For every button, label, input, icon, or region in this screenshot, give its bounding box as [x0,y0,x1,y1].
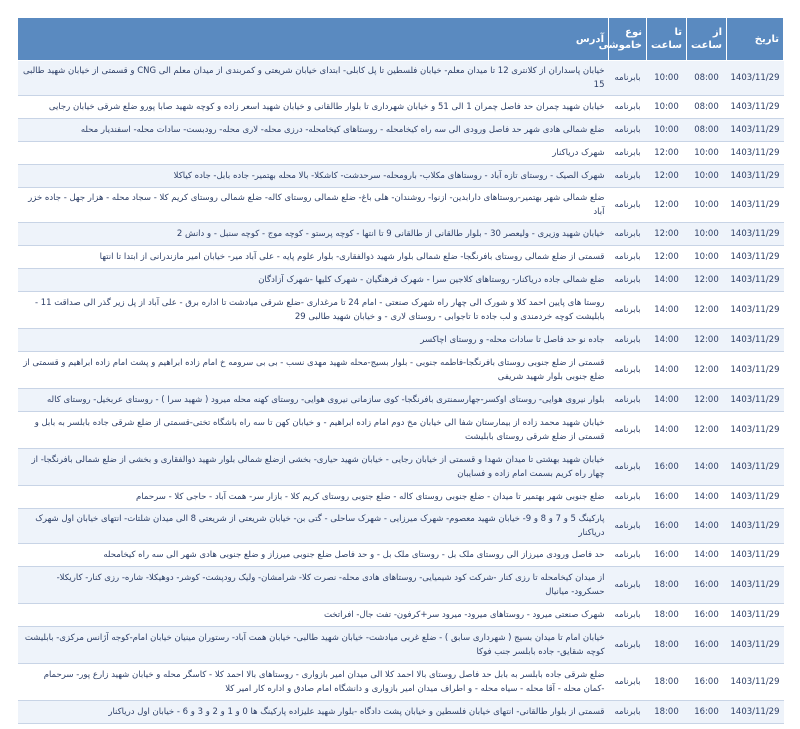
cell-from-time: 12:00 [687,292,727,329]
cell-outage-type: بابرنامه [609,412,647,449]
cell-to-time: 10:00 [647,61,687,96]
cell-date: 1403/11/29 [727,604,784,627]
cell-from-time: 14:00 [687,486,727,509]
cell-outage-type: بابرنامه [609,246,647,269]
cell-address: حد فاصل ورودی میرزاز الی روستای ملک بل - روستای ملک بل - و حد فاصل ضلع جنوبی میرزاز و ضلع جنوبی هادی شهر الی سه راه کیخامحله [18,544,609,567]
cell-from-time: 12:00 [687,389,727,412]
cell-outage-type: بابرنامه [609,509,647,544]
cell-to-time: 12:00 [647,142,687,165]
cell-date: 1403/11/29 [727,544,784,567]
cell-from-time: 16:00 [687,604,727,627]
cell-from-time: 08:00 [687,61,727,96]
cell-to-time: 18:00 [647,567,687,604]
table-row [18,96,784,119]
cell-date: 1403/11/29 [727,61,784,96]
table-row [18,142,784,165]
cell-outage-type: بابرنامه [609,389,647,412]
header-outage-type[interactable]: نوع خاموشی [609,18,647,61]
cell-address: روستا های پایین احمد کلا و شورک الی چهار راه شهرک صنعتی - امام 24 تا مرغداری -ضلع شرقی میادشت تا اداره برق - علی آباد از پل زیر گذر الی صداقت 11 - بابلیشت کوچه خردمندی و لب جاده تا تاجوابی - روستای لاری - و خیابان شهید طالبی 29 [18,292,609,329]
cell-outage-type: بابرنامه [609,567,647,604]
table-row [18,119,784,142]
cell-date: 1403/11/29 [727,188,784,223]
cell-outage-type: بابرنامه [609,604,647,627]
cell-address: شهرک الصیک - روستای تازه آباد - روستاهای مکلاب- بارومحله- سرحدشت- کاشکلا- بالا محله بهتمیر- جاده بابل- جاده کیاکلا [18,165,609,188]
cell-to-time: 16:00 [647,509,687,544]
cell-from-time: 16:00 [687,664,727,701]
table-row [18,449,784,486]
cell-to-time: 18:00 [647,627,687,664]
cell-to-time: 10:00 [647,119,687,142]
cell-address: قسمتی از بلوار طالقانی- انتهای خیابان فلسطین و خیابان پشت دادگاه -بلوار شهید علیزاده پارکینگ ها 0 و 1 و 2 و 3 و 6 - خیابان اول دریاکنار [18,701,609,724]
cell-address: خیابان امام تا میدان بسیج ( شهرداری سابق ) - ضلع غربی میادشت- خیابان شهید طالبی- خیابان همت آباد- رستوران مینیان خیابان امام-کوجه آژانس مرکزی- بابلیشت کوچه شقایق- جاده بابلسر جنب فوکا [18,627,609,664]
cell-date: 1403/11/29 [727,412,784,449]
table-body [18,61,784,724]
table-row [18,352,784,389]
cell-address: پارکینگ 5 و 7 و 8 و 9- خیابان شهید معصوم- شهرک میرزایی - شهرک ساحلی - گتی بن- خیابان شریعتی از شریعتی 8 الی میدان شلتات- انتهای خیابان اول شهرک دریاکنار [18,509,609,544]
table-row [18,188,784,223]
cell-to-time: 14:00 [647,269,687,292]
cell-outage-type: بابرنامه [609,142,647,165]
cell-to-time: 14:00 [647,352,687,389]
table-row [18,292,784,329]
cell-address: ضلع شمالی شهر بهتمیر-روستاهای دارابدین- ازنوا- روشندان- هلی باغ- ضلع شمالی روستای کاله- ضلع شمالی روستای کریم کلا - سجاد محله - هزار جهل - جاده خزر آباد [18,188,609,223]
cell-address: ضلع شمالی هادی شهر حد فاصل ورودی الی سه راه کیخامحله - روستاهای کیخامحله- درزی محله- لاری محله- رودبست- سادات محله- اسفندیار محله [18,119,609,142]
header-from-time[interactable]: از ساعت [687,18,727,61]
cell-outage-type: بابرنامه [609,664,647,701]
cell-date: 1403/11/29 [727,509,784,544]
cell-date: 1403/11/29 [727,142,784,165]
cell-outage-type: بابرنامه [609,96,647,119]
table-row [18,329,784,352]
table-row [18,701,784,724]
cell-address: از میدان کیخامحله تا رزی کنار -شرکت کود شیمیایی- روستاهای هادی محله- نصرت کلا- شرامشان- ولیک رودپشت- کوشر- دوهیکلا- شاره- رزی کنار- کاریکلا- حسکرود- میانیال [18,567,609,604]
cell-from-time: 10:00 [687,246,727,269]
cell-date: 1403/11/29 [727,389,784,412]
table-row [18,567,784,604]
cell-address: خیابان پاسداران از کلانتری 12 تا میدان معلم- خیابان فلسطین تا پل کابلی- ابتدای خیابان شریعتی و کمربندی از میدان معلم الی CNG و قسمتی از خیابان شهید طالبی 15 [18,61,609,96]
table-row [18,269,784,292]
outage-table-container [17,17,783,724]
cell-from-time: 10:00 [687,142,727,165]
cell-date: 1403/11/29 [727,269,784,292]
cell-date: 1403/11/29 [727,701,784,724]
cell-from-time: 14:00 [687,544,727,567]
cell-from-time: 12:00 [687,412,727,449]
cell-outage-type: بابرنامه [609,544,647,567]
table-row [18,627,784,664]
cell-from-time: 10:00 [687,165,727,188]
cell-date: 1403/11/29 [727,292,784,329]
cell-to-time: 16:00 [647,486,687,509]
cell-address: جاده نو حد فاصل تا سادات محله- و روستای اچاکسر [18,329,609,352]
cell-address: شهرک دریاکنار [18,142,609,165]
cell-from-time: 08:00 [687,119,727,142]
cell-address: شهرک صنعتی میرود - روستاهای میرود- میرود سر+کرفون- تفت جال- افراتخت [18,604,609,627]
cell-date: 1403/11/29 [727,486,784,509]
cell-outage-type: بابرنامه [609,292,647,329]
cell-address: خیابان شهید چمران حد فاصل چمران 1 الی 51 و خیابان شهرداری تا بلوار طالقانی و خیابان شهید اسعر زاده و کوچه شهید صابا پورو ضلع شرقی خیابان رجایی [18,96,609,119]
header-to-time[interactable]: تا ساعت [647,18,687,61]
cell-address: خیابان شهید وزیری - ولیعصر 30 - بلوار طالقانی از طالقانی 9 تا انتها - کوچه پرستو - کوچه موج - کوچه سنبل - و دانش 2 [18,223,609,246]
cell-outage-type: بابرنامه [609,449,647,486]
cell-to-time: 16:00 [647,544,687,567]
cell-address: قسمتی از ضلع جنوبی روستای بافرنگجا-فاطمه جنوبی - بلوار بسیج-محله شهید مهدی نسب - بی بی سرومه خ امام زاده ابراهیم و پشت امام زاده ابراهیم و قسمتی از ضلع جنوبی بلوار شهید شریفی [18,352,609,389]
cell-to-time: 12:00 [647,188,687,223]
table-row [18,165,784,188]
cell-date: 1403/11/29 [727,449,784,486]
cell-address: قسمتی از ضلع شمالی روستای بافرنگجا- ضلع شمالی بلوار شهید ذوالفقاری- بلوار علوم پایه - علی آباد میر- خیابان امیر مازندرانی از ابتدا تا انتها [18,246,609,269]
cell-to-time: 14:00 [647,329,687,352]
cell-from-time: 16:00 [687,701,727,724]
table-row [18,604,784,627]
cell-from-time: 14:00 [687,509,727,544]
cell-date: 1403/11/29 [727,223,784,246]
table-row [18,389,784,412]
cell-date: 1403/11/29 [727,119,784,142]
cell-address: خیابان شهید محمد زاده از بیمارستان شفا الی خیابان مخ دوم امام زاده ابراهیم - و خیابان کهن تا سه راه باشگاه تختی-قسمتی از ضلع شرقی جاده بابلسر به بابل و قسمتی از ضلع شرقی روستای بابلیشت [18,412,609,449]
cell-date: 1403/11/29 [727,664,784,701]
table-row [18,509,784,544]
cell-to-time: 12:00 [647,246,687,269]
cell-from-time: 12:00 [687,329,727,352]
cell-address: خیابان شهید بهشتی تا میدان شهدا و قسمتی از خیابان رجایی - خیابان شهید حیاری- بخشی ازضلع شمالی بلوار شهید ذوالفقاری و بخشی از ضلع شمالی بافرنگجا- از چهار راه کریم بسمت امام زاده و فسایبان [18,449,609,486]
outage-schedule-table [17,17,784,724]
cell-to-time: 18:00 [647,701,687,724]
cell-to-time: 14:00 [647,412,687,449]
cell-address: بلوار نیروی هوایی- روستای اوکسر-جهارسمنتری بافرنگجا- کوی سازمانی نیروی هوایی- روستای کهنه محله میرود ( شهید سرا ) - روستای عربخیل- روستای کاله [18,389,609,412]
cell-outage-type: بابرنامه [609,188,647,223]
cell-from-time: 12:00 [687,352,727,389]
header-address[interactable]: آدرس [18,18,609,61]
cell-address: ضلع شرقی جاده بابلسر به بابل حد فاصل روستای بالا احمد کلا الی میدان امیر بازواری - روستاهای بالا احمد کلا - کاسگر محله و خیابان شهید زارع پور- سرحمام -کمان محله - آقا محله - سیاه محله - و اطراف میدان امیر بازواری و دانشگاه امام صادق و اداره کار امیر کلا [18,664,609,701]
cell-from-time: 08:00 [687,96,727,119]
cell-outage-type: بابرنامه [609,701,647,724]
table-row [18,544,784,567]
cell-outage-type: بابرنامه [609,223,647,246]
table-row [18,246,784,269]
cell-from-time: 12:00 [687,269,727,292]
table-row [18,664,784,701]
cell-date: 1403/11/29 [727,567,784,604]
cell-date: 1403/11/29 [727,627,784,664]
cell-date: 1403/11/29 [727,165,784,188]
cell-outage-type: بابرنامه [609,61,647,96]
table-row [18,223,784,246]
cell-address: ضلع شمالی جاده دریاکنار- روستاهای کلاجین سرا - شهرک فرهنگیان - شهرک کلیها -شهرک آزادگان [18,269,609,292]
cell-from-time: 10:00 [687,188,727,223]
cell-to-time: 14:00 [647,292,687,329]
cell-to-time: 18:00 [647,604,687,627]
cell-date: 1403/11/29 [727,329,784,352]
cell-outage-type: بابرنامه [609,627,647,664]
cell-from-time: 10:00 [687,223,727,246]
cell-outage-type: بابرنامه [609,165,647,188]
cell-address: ضلع جنوبی شهر بهتمیر تا میدان - ضلع جنوبی روستای کاله - ضلع جنوبی روستای کریم کلا - بازار سر- همت آباد - حاجی کلا - سرحمام [18,486,609,509]
cell-to-time: 12:00 [647,165,687,188]
cell-to-time: 10:00 [647,96,687,119]
cell-outage-type: بابرنامه [609,352,647,389]
cell-to-time: 12:00 [647,223,687,246]
table-header-row [18,18,784,61]
cell-from-time: 16:00 [687,567,727,604]
cell-date: 1403/11/29 [727,96,784,119]
cell-to-time: 14:00 [647,389,687,412]
cell-to-time: 16:00 [647,449,687,486]
table-row [18,61,784,96]
cell-outage-type: بابرنامه [609,329,647,352]
table-row [18,486,784,509]
cell-date: 1403/11/29 [727,352,784,389]
cell-outage-type: بابرنامه [609,269,647,292]
cell-outage-type: بابرنامه [609,486,647,509]
header-date[interactable]: تاریخ [727,18,784,61]
cell-from-time: 16:00 [687,627,727,664]
cell-outage-type: بابرنامه [609,119,647,142]
cell-to-time: 18:00 [647,664,687,701]
table-row [18,412,784,449]
cell-date: 1403/11/29 [727,246,784,269]
cell-from-time: 14:00 [687,449,727,486]
